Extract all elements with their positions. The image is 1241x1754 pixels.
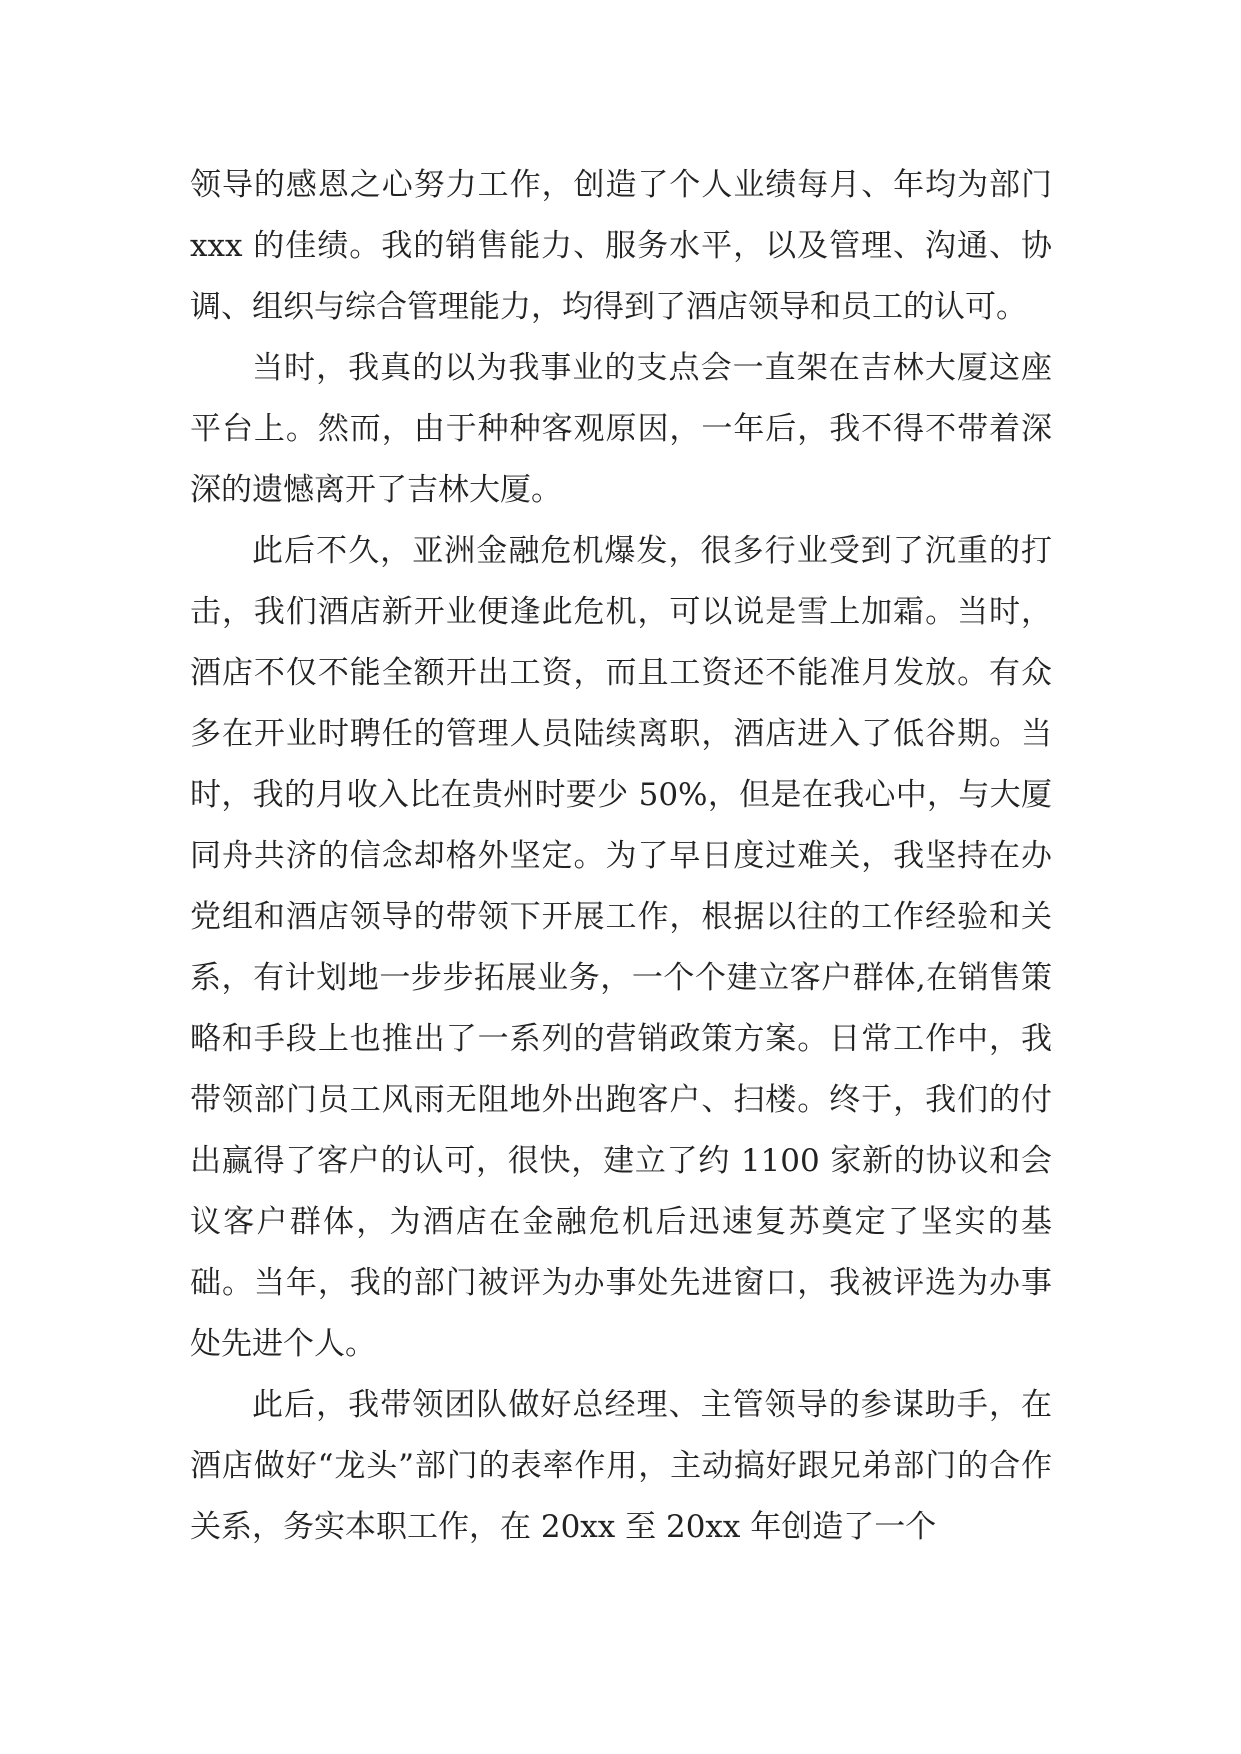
paragraph-3: 此后不久，亚洲金融危机爆发，很多行业受到了沉重的打击，我们酒店新开业便逢此危机，可以说是雪上加霜。当时，酒店不仅不能全额开出工资，而且工资还不能准月发放。有众多在开业时聘任的管理人员陆续离职，酒店进入了低谷期。当时，我的月收入比在贵州时要少 50%，但是在我心中，与大厦同舟共济的信念却格外坚定。为了早日度过难关，我坚持在办党组和酒店领导的带领下开展工作，根据以往的工作经验和关系，有计划地一步步拓展业务，一个个建立客户群体,在销售策略和手段上也推出了一系列的营销政策方案。日常工作中，我带领部门员工风雨无阻地外出跑客户、扫楼。终于，我们的付出赢得了客户的认可，很快，建立了约 1100 家新的协议和会议客户群体，为酒店在金融危机后迅速复苏奠定了坚实的基础。当年，我的部门被评为办事处先进窗口，我被评选为办事处先进个人。 xyxy=(190,533,1052,1362)
paragraph-2: 当时，我真的以为我事业的支点会一直架在吉林大厦这座平台上。然而，由于种种客观原因，一年后，我不得不带着深深的遗憾离开了吉林大厦。 xyxy=(190,350,1052,508)
document-body xyxy=(190,155,1052,1558)
paragraph-4: 此后，我带领团队做好总经理、主管领导的参谋助手，在酒店做好“龙头”部门的表率作用，主动搞好跟兄弟部门的合作关系，务实本职工作，在 20xx 至 20xx 年创造了一个 xyxy=(190,1387,1052,1545)
paragraph-1: 领导的感恩之心努力工作，创造了个人业绩每月、年均为部门 xxx 的佳绩。我的销售能力、服务水平，以及管理、沟通、协调、组织与综合管理能力，均得到了酒店领导和员工的认可。 xyxy=(190,167,1052,325)
